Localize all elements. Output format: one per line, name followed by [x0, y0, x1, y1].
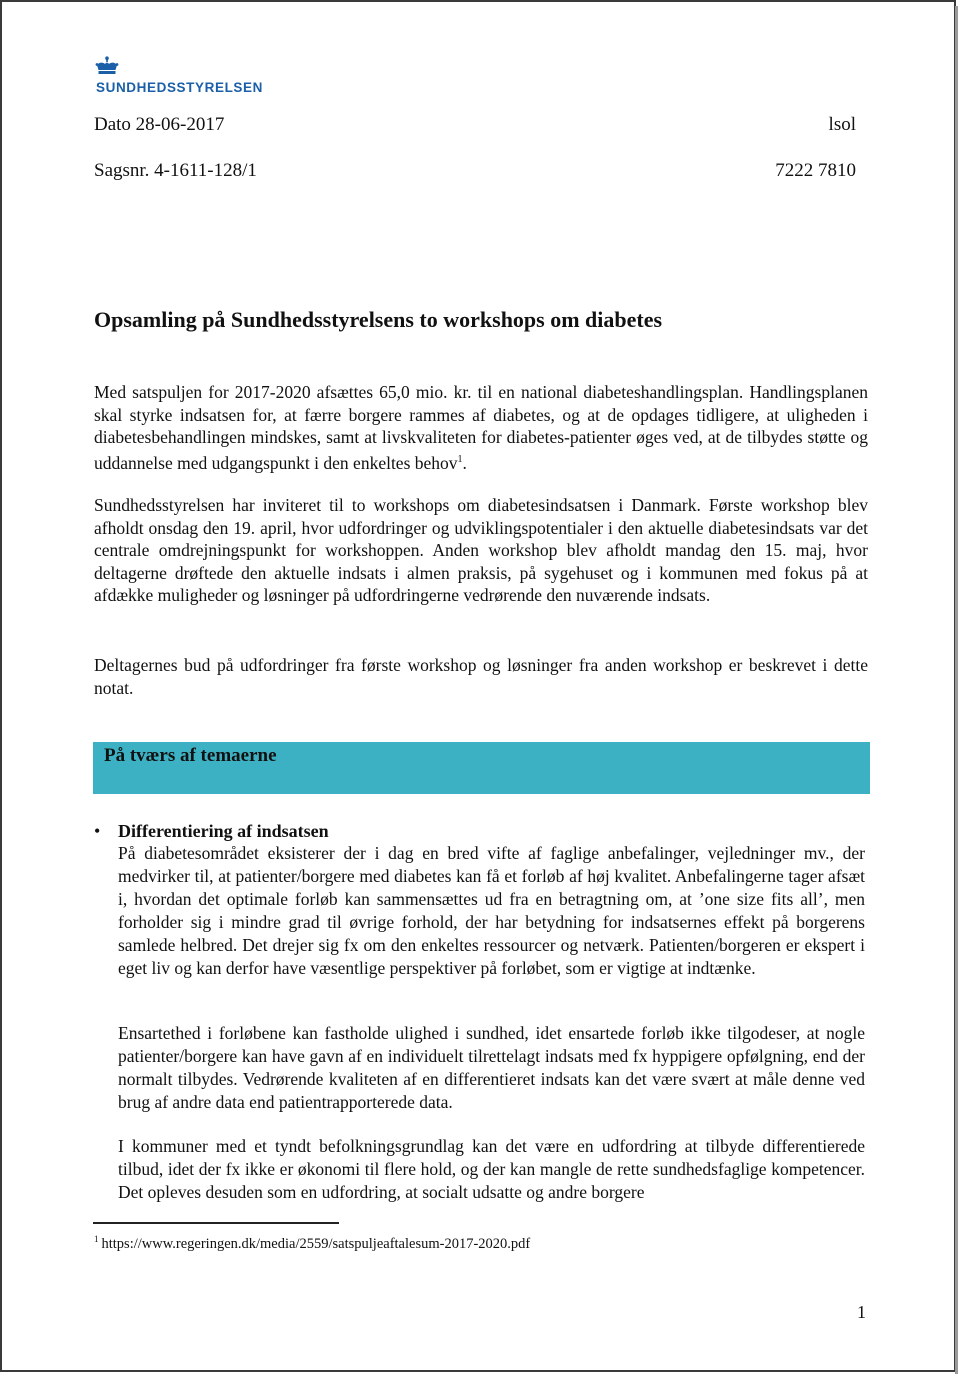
- intro-paragraph-2: Sundhedsstyrelsen har inviteret til to workshops om diabetesindsatsen i Danmark. Første workshop blev afholdt onsdag den 19. april, hvor udfordringer og udviklingspotentialer i den aktuelle diabetesindsats var det centrale omdrejningspunkt for workshoppen. Anden workshop blev afholdt mandag den 15. maj, hvor deltagerne drøftede den aktuelle indsats i almen praksis, på sygehuset og i kommunen med fokus på at afdække muligheder og løsninger på udfordringerne vedrørende den nuværende indsats.: [94, 495, 868, 605]
- footnote-ref[interactable]: 1: [457, 453, 463, 465]
- footnote-divider: [93, 1222, 339, 1224]
- bullet-heading: Differentiering af indsatsen: [118, 821, 329, 841]
- case-number: Sagsnr. 4-1611-128/1: [94, 160, 257, 181]
- intro-paragraph-3: Deltagernes bud på udfordringer fra første workshop og løsninger fra anden workshop er beskrevet i dette notat.: [94, 655, 868, 698]
- bullet-paragraph-3: I kommuner med et tyndt befolkningsgrundlag kan det være en udfordring at tilbyde differentierede tilbud, idet der fx ikke er økonomi til flere hold, og der kan mangle de rette sundhedsfaglige kompetencer. Det opleves desuden som en udfordring, at socialt udsatte og andre borgere: [118, 1136, 865, 1202]
- phone-number: 7222 7810: [775, 160, 856, 181]
- footnote-link[interactable]: https://www.regeringen.dk/media/2559/satspuljeaftalesum-2017-2020.pdf: [101, 1235, 531, 1252]
- page-number: 1: [857, 1302, 866, 1322]
- intro-paragraph-1-text: Med satspuljen for 2017-2020 afsættes 65,0 mio. kr. til en national diabeteshandlingsplan. Handlingsplanen skal styrke indsatsen for, at færre borgere rammes af diabetes, og at de opdages tidligere, at uligheden i diabetesbehandlingen mindskes, samt at livskvaliteten for diabetes-patienter øges ved, at de tilbydes støtte og uddannelse med udgangspunkt i den enkeltes behov: [94, 382, 868, 473]
- bullet-paragraph-1: På diabetesområdet eksisterer der i dag en bred vifte af faglige anbefalinger, vejledninger mv., der medvirker til, at patienter/borgere med diabetes kan få et forløb af høj kvalitet. Anbefalingerne tager afsæt i, hvordan det optimale forløb kan sammensættes ud fra en betragtning om, at ’one size fits all’, men forholder sig i mindre grad til øvrige forhold, der har betydning for indsatsernes effekt på borgerens samlede helbred. Det drejer sig fx om den enkeltes ressourcer og netværk. Patienten/borgeren er ekspert i eget liv og kan derfor have væsentlige perspektiver på forløbet, som er vigtige at indtænke.: [118, 843, 865, 978]
- crown-icon: [94, 56, 120, 78]
- intro-paragraph-1: [94, 381, 868, 474]
- logo-text: SUNDHEDSSTYRELSEN: [96, 80, 263, 95]
- bullet-paragraph-2: Ensartethed i forløbene kan fastholde ulighed i sundhed, idet ensartede forløb ikke tilgodeser, at nogle patienter/borgere kan have gavn af en individuelt tilrettelagt indsats med fx hyppigere opfølgning, end der normalt tilbydes. Vedrørende kvaliteten af en differentieret indsats kan det være svært at måle denne ved brug af andre data end patientrapporterede data.: [118, 1023, 865, 1112]
- section-title: På tværs af temaerne: [104, 745, 277, 766]
- author-initials: lsol: [828, 114, 856, 135]
- page-title: Opsamling på Sundhedsstyrelsens to workshops om diabetes: [94, 307, 663, 332]
- footnote-number: 1: [94, 1234, 99, 1244]
- bullet-icon: •: [94, 821, 101, 841]
- document-date: Dato 28-06-2017: [94, 114, 225, 135]
- logo: [94, 56, 263, 95]
- meta-row-date: [94, 114, 856, 136]
- intro-paragraph-1-end: .: [462, 452, 467, 473]
- footnote: [94, 1234, 530, 1253]
- meta-row-case: [94, 160, 856, 182]
- section-header-bar: [93, 742, 870, 794]
